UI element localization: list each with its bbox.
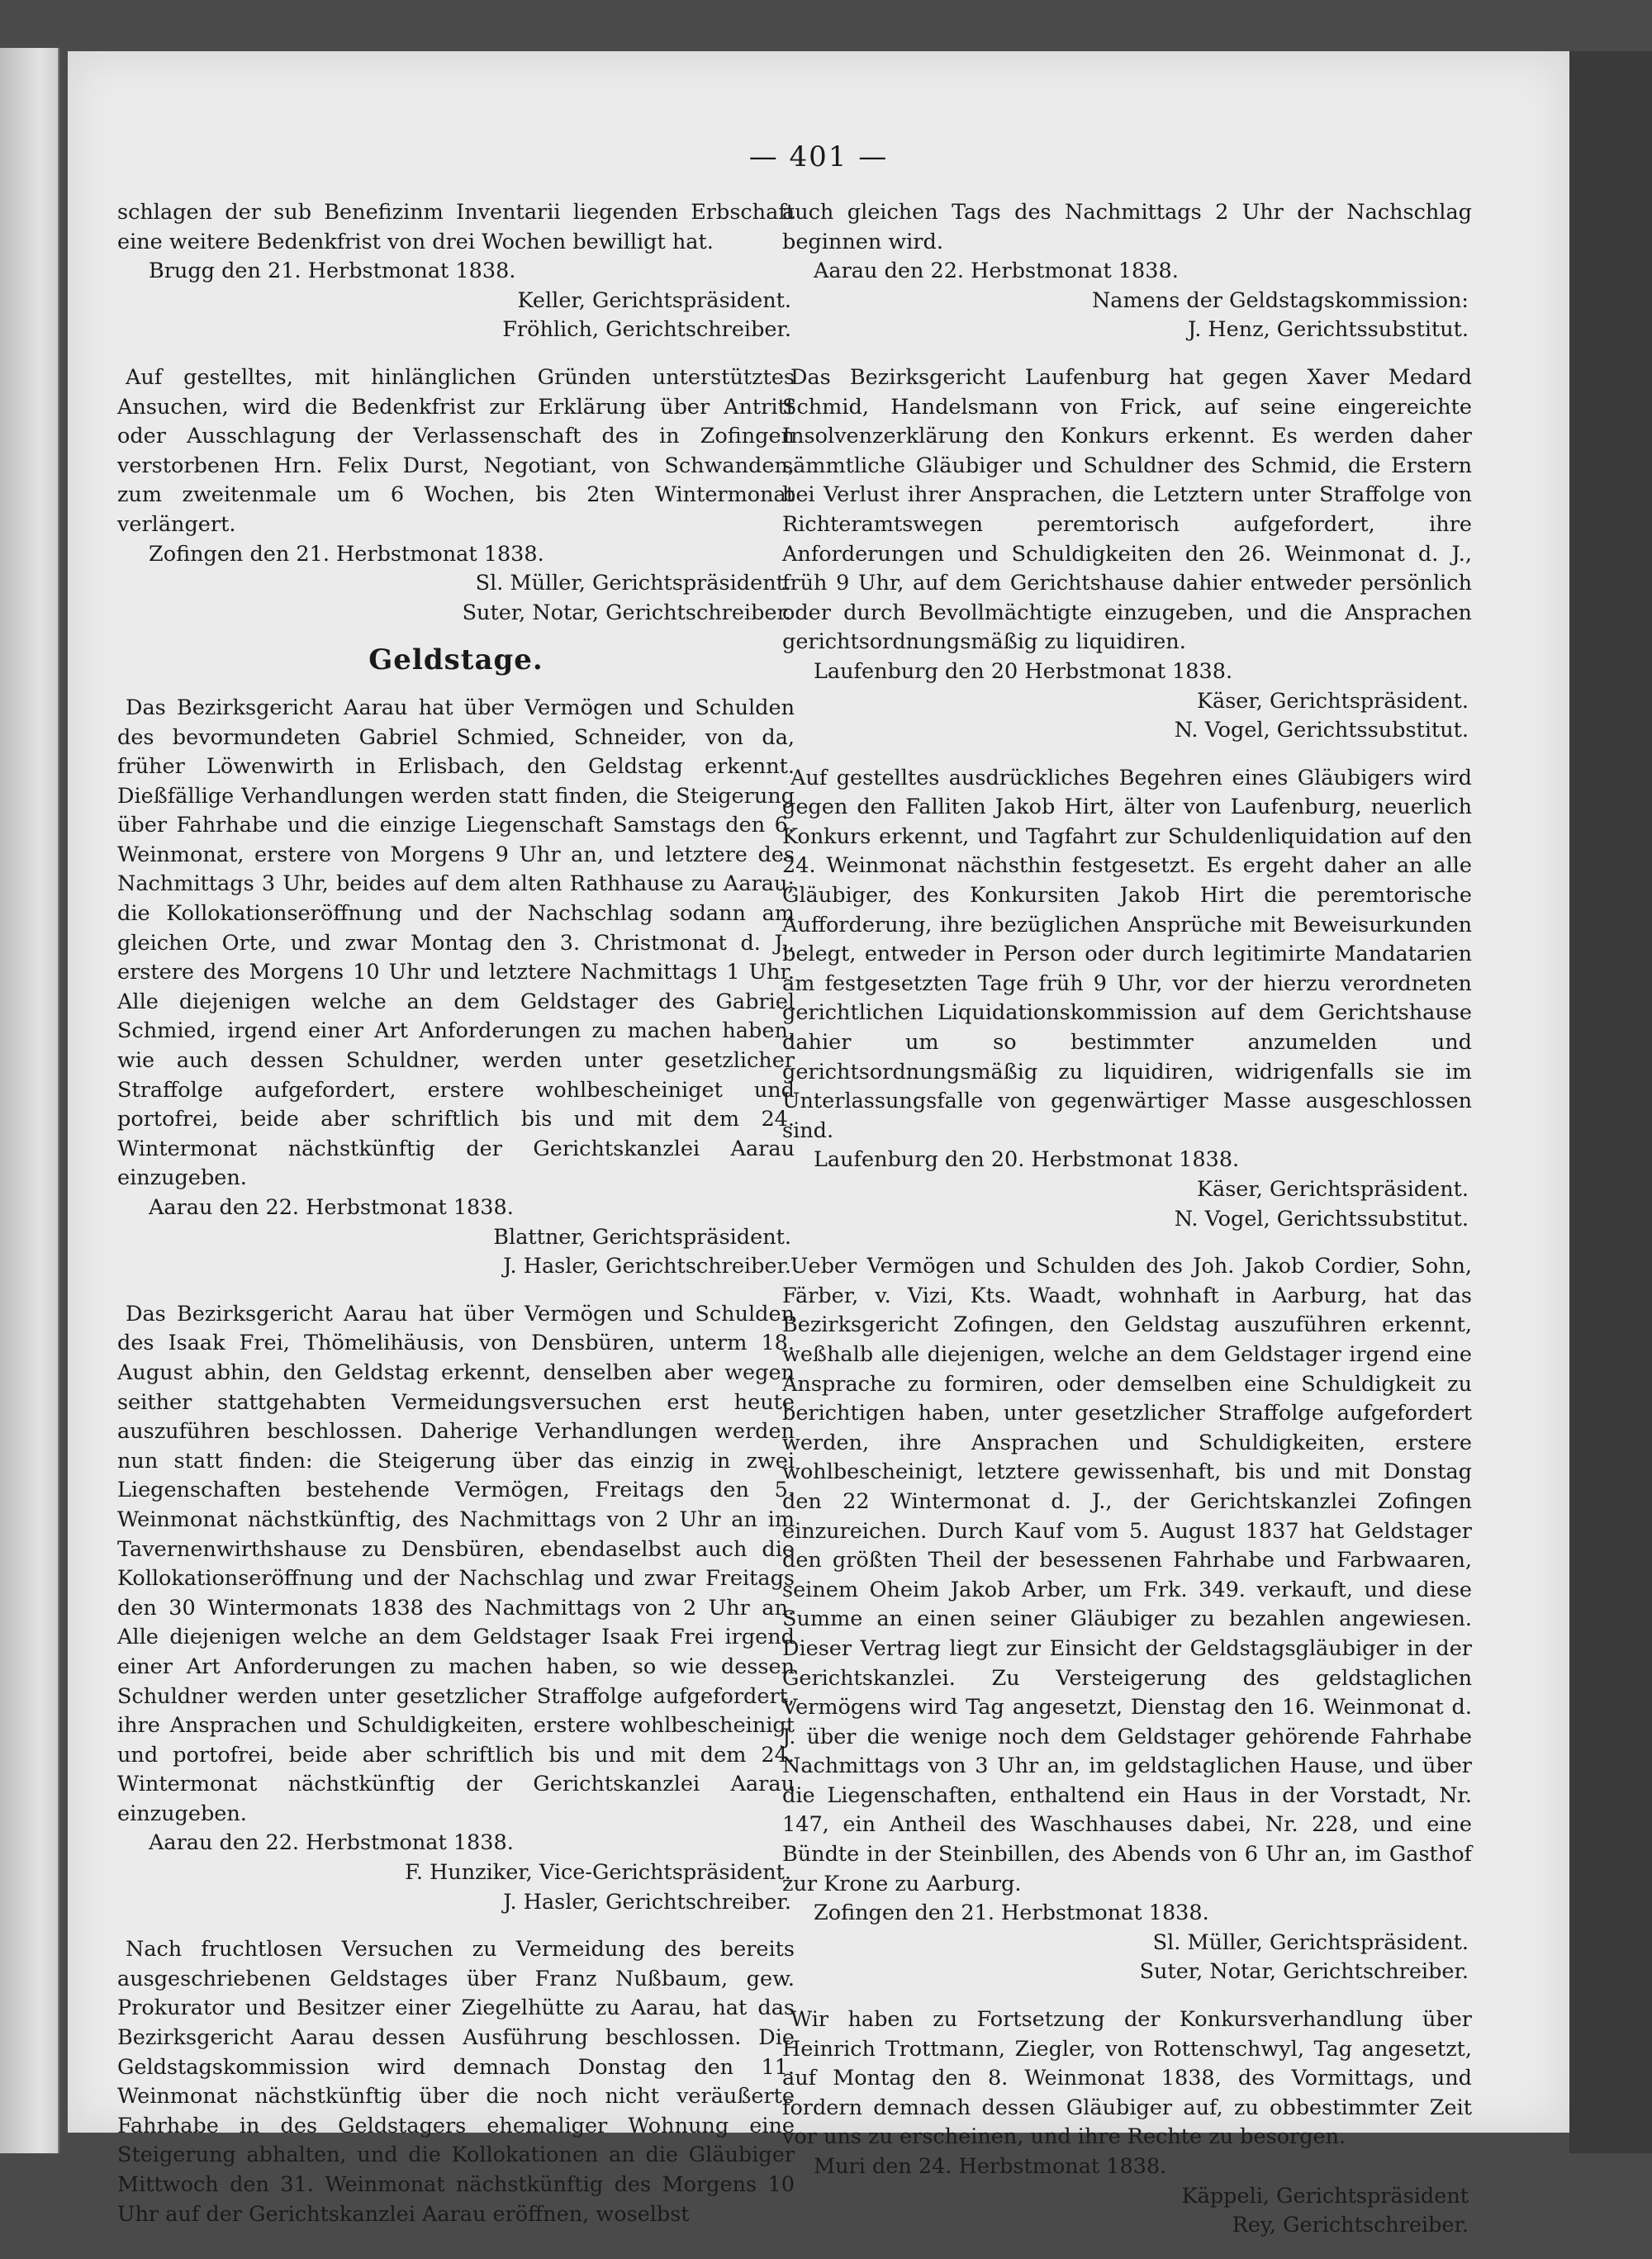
signature: N. Vogel, Gerichtssubstitut. xyxy=(1174,1206,1469,1232)
right-column xyxy=(782,198,1472,2259)
notice-text: Das Bezirksgericht Laufenburg hat gegen Xaver Medard Schmid, Handelsmann von Frick, auf seine eingereichte Insolvenzerklärung den Konkurs erkennt. Es werden daher sämmtliche Gläubiger und Schuldner des Schmid, die Erstern bei Verlust ihrer Ansprachen, die Letztern unter Straffolge von Richteramtswegen peremtorisch aufgefordert, ihre Anforderungen und Schuldigkeiten den 26. Weinmonat d. J., früh 9 Uhr, auf dem Gerichtshause dahier entweder persönlich oder durch Bevollmächtigte einzugeben, und die Ansprachen gerichtsordnungsmäßig zu liquidiren. xyxy=(782,364,1472,655)
signature: N. Vogel, Gerichtssubstitut. xyxy=(1174,718,1469,743)
notice-text: Wir haben zu Fortsetzung der Konkursverhandlung über Heinrich Trottmann, Ziegler, von Rottenschwyl, Tag angesetzt, auf Montag den 8. Weinmonat 1838, des Vormittags, und fordern demnach dessen Gläubiger auf, zu obbestimmter Zeit vor uns zu erscheinen, und ihre Rechte zu besorgen. xyxy=(782,2007,1472,2150)
notice-date: Zofingen den 21. Herbstmonat 1838. xyxy=(149,541,544,567)
notice-date: Laufenburg den 20. Herbstmonat 1838. xyxy=(814,1147,1240,1173)
notice-brugg xyxy=(117,198,795,345)
signature: Käppeli, Gerichtspräsident xyxy=(1181,2183,1469,2209)
scan-background xyxy=(1569,51,1652,2153)
notice-date: Zofingen den 21. Herbstmonat 1838. xyxy=(814,1901,1209,1926)
signature: J. Hasler, Gerichtschreiber. xyxy=(503,1889,791,1915)
signature: J. Henz, Gerichtssubstitut. xyxy=(1187,317,1469,343)
notice-text: schlagen der sub Benefizinm Inventarii liegenden Erbschaft eine weitere Bedenkfrist von drei Wochen bewilligt hat. xyxy=(117,200,795,254)
notice-laufenburg-schmid xyxy=(782,363,1472,746)
notice-text: Auf gestelltes, mit hinlänglichen Gründen unterstütztes Ansuchen, wird die Bedenkfrist zur Erklärung über Antritt oder Ausschlagung der Verlassenschaft des in Zofingen verstorbenen Hrn. Felix Durst, Negotiant, von Schwanden, zum zweitenmale um 6 Wochen, bis 2ten Wintermonat verlängert. xyxy=(117,364,795,537)
signature: Fröhlich, Gerichtschreiber. xyxy=(502,317,791,343)
notice-text: Nach fruchtlosen Versuchen zu Vermeidung des bereits ausgeschriebenen Geldstages über Franz Nußbaum, gew. Prokurator und Besitzer einer Ziegelhütte zu Aarau, hat das Bezirksgericht Aarau dessen Ausführung beschlossen. Die Geldstagskommission wird demnach Donstag den 11. Weinmonat nächstkünftig über die noch nicht veräußerte Fahrhabe in des Geldstagers ehemaliger Wohnung eine Steigerung abhalten, und die Kollokationen an die Gläubiger Mittwoch den 31. Weinmonat nächstkünftig des Morgens 10 Uhr auf der Gerichtskanzlei Aarau eröffnen, woselbst xyxy=(117,1937,795,2227)
notice-aarau-schmied xyxy=(117,694,795,1282)
signature: Suter, Notar, Gerichtschreiber. xyxy=(1139,1959,1469,1985)
signature: Sl. Müller, Gerichtspräsident. xyxy=(475,571,791,596)
page-number: — 401 — xyxy=(748,140,889,173)
signature: J. Hasler, Gerichtschreiber. xyxy=(503,1254,791,1279)
notice-zofingen-cordier xyxy=(782,1252,1472,1987)
notice-date: Aarau den 22. Herbstmonat 1838. xyxy=(814,259,1179,284)
notice-aarau-nussbaum xyxy=(117,1935,795,2229)
previous-page-edge xyxy=(0,48,59,2153)
notice-text: Auf gestelltes ausdrückliches Begehren eines Gläubigers wird gegen den Falliten Jakob Hirt, älter von Laufenburg, neuerlich Konkurs erkennt, und Tagfahrt zur Schuldenliquidation auf den 24. Weinmonat nächsthin festgesetzt. Es ergeht daher an alle Gläubiger, des Konkursiten Jakob Hirt die peremtorische Aufforderung, ihre bezüglichen Ansprüche mit Beweisurkunden belegt, entweder in Person oder durch legitimirte Mandatarien am festgesetzten Tage früh 9 Uhr, vor der hierzu verordneten gerichtlichen Liquidationskommission auf dem Gerichtshause dahier um so bestimmter anzumelden und gerichtsordnungsmäßig zu liquidiren, widrigenfalls sie im Unterlassungsfalle von gegenwärtiger Masse ausgeschlossen sind. xyxy=(782,765,1472,1143)
notice-aarau-frei xyxy=(117,1300,795,1917)
signature: Blattner, Gerichtspräsident. xyxy=(493,1224,791,1250)
notice-date: Aarau den 22. Herbstmonat 1838. xyxy=(149,1195,514,1220)
notice-date: Aarau den 22. Herbstmonat 1838. xyxy=(149,1830,514,1856)
notice-date: Muri den 24. Herbstmonat 1838. xyxy=(814,2154,1167,2179)
notice-date: Laufenburg den 20 Herbstmonat 1838. xyxy=(814,658,1233,684)
newspaper-page xyxy=(68,51,1569,2238)
notice-text: Das Bezirksgericht Aarau hat über Vermögen und Schulden des bevormundeten Gabriel Schmied, Schneider, von da, früher Löwenwirth in Erlisbach, den Geldstag erkennt. Dießfällige Verhandlungen werden statt finden, die Steigerung über Fahrhabe und die einzige Liegenschaft Samstags den 6. Weinmonat, erstere von Morgens 9 Uhr an, und letztere des Nachmittags 3 Uhr, beides auf dem alten Rathhause zu Aarau; die Kollokationseröffnung und der Nachschlag sodann am gleichen Orte, und zwar Montag den 3. Christmonat d. J., erstere des Morgens 10 Uhr und letztere Nachmittags 1 Uhr. Alle diejenigen welche an dem Geldstager des Gabriel Schmied, irgend einer Art Anforderungen zu machen haben, wie auch dessen Schuldner, werden unter gesetzlicher Straffolge aufgefordert, erstere wohlbescheiniget und portofrei, beide aber schriftlich bis und mit dem 24. Wintermonat nächstkünftig der Gerichtskanzlei Aarau einzugeben. xyxy=(117,695,795,1191)
notice-text: Ueber Vermögen und Schulden des Joh. Jakob Cordier, Sohn, Färber, v. Vizi, Kts. Waadt, wohnhaft in Aarburg, hat das Bezirksgericht Zofingen, den Geldstag auszuführen erkennt, weßhalb alle diejenigen, welche an dem Geldstager irgend eine Ansprache zu formiren, oder demselben eine Schuldigkeit zu berichtigen haben, unter gesetzlicher Straffolge aufgefordert werden, ihre Ansprachen und Schuldigkeiten, erstere wohlbescheinigt, letztere gewissenhaft, bis und mit Donstag den 22 Wintermonat d. J., der Gerichtskanzlei Zofingen einzureichen. Durch Kauf vom 5. August 1837 hat Geldstager den größten Theil der besessenen Fahrhabe und Farbwaaren, seinem Oheim Jakob Arber, um Frk. 349. verkauft, und diese Summe an einen seiner Gläubiger zu bezahlen angewiesen. Dieser Vertrag liegt zur Einsicht der Geldstagsgläubiger in der Gerichtskanzlei. Zu Versteigerung des geldstaglichen Vermögens wird Tag angesetzt, Dienstag den 16. Weinmonat d. J. über die wenige noch dem Geldstager gehörende Fahrhabe Nachmittags von 3 Uhr an, im geldstaglichen Hause, und über die Liegenschaften, enthaltend ein Haus in der Vorstadt, Nr. 147, ein Antheil des Waschhauses dabei, Nr. 228, und eine Bündte in der Steinbillen, des Abends von 6 Uhr an, im Gasthof zur Krone zu Aarburg. xyxy=(782,1254,1472,1896)
left-column xyxy=(117,198,795,2247)
notice-laufenburg-hirt xyxy=(782,764,1472,1235)
signature: Rey, Gerichtschreiber. xyxy=(1232,2213,1469,2238)
notice-text: Das Bezirksgericht Aarau hat über Vermögen und Schulden des Isaak Frei, Thömelihäusis, von Densbüren, unterm 18. August abhin, den Geldstag erkennt, denselben aber wegen seither stattgehabten Vermeidungsversuchen erst heute auszuführen beschlossen. Daherige Verhandlungen werden nun statt finden: die Steigerung über das einzig in zwei Liegenschaften bestehende Vermögen, Freitags den 5. Weinmonat nächstkünftig, des Nachmittags von 2 Uhr an im Tavernenwirthshause zu Densbüren, ebendaselbst auch die Kollokationseröffnung und der Nachschlag und zwar Freitags den 30 Wintermonats 1838 des Nachmittags von 2 Uhr an. Alle diejenigen welche an dem Geldstager Isaak Frei irgend einer Art Anforderungen zu machen haben, so wie dessen Schuldner werden unter gesetzlicher Straffolge aufgefordert, ihre Ansprachen und Schuldigkeiten, erstere wohlbescheinigt und portofrei, beide aber schriftlich bis und mit dem 24. Wintermonat nächstkünftig der Gerichtskanzlei Aarau einzugeben. xyxy=(117,1301,795,1826)
notice-zofingen-durst xyxy=(117,363,795,628)
signature: Suter, Notar, Gerichtschreiber. xyxy=(462,600,791,625)
notice-date: Brugg den 21. Herbstmonat 1838. xyxy=(149,259,516,284)
notice-muri-trottmann xyxy=(782,2005,1472,2241)
signature: Keller, Gerichtspräsident. xyxy=(517,287,791,313)
notice-text: auch gleichen Tags des Nachmittags 2 Uhr der Nachschlag beginnen wird. xyxy=(782,200,1472,254)
signature: Käser, Gerichtspräsident. xyxy=(1196,1177,1469,1202)
signature: F. Hunziker, Vice-Gerichtspräsident. xyxy=(405,1860,791,1886)
signature: Käser, Gerichtspräsident. xyxy=(1196,688,1469,714)
notice-aarau-continued xyxy=(782,198,1472,345)
signature: Namens der Geldstagskommission: xyxy=(1091,287,1469,313)
section-heading: Geldstage. xyxy=(368,643,544,677)
signature: Sl. Müller, Gerichtspräsident. xyxy=(1152,1929,1469,1955)
